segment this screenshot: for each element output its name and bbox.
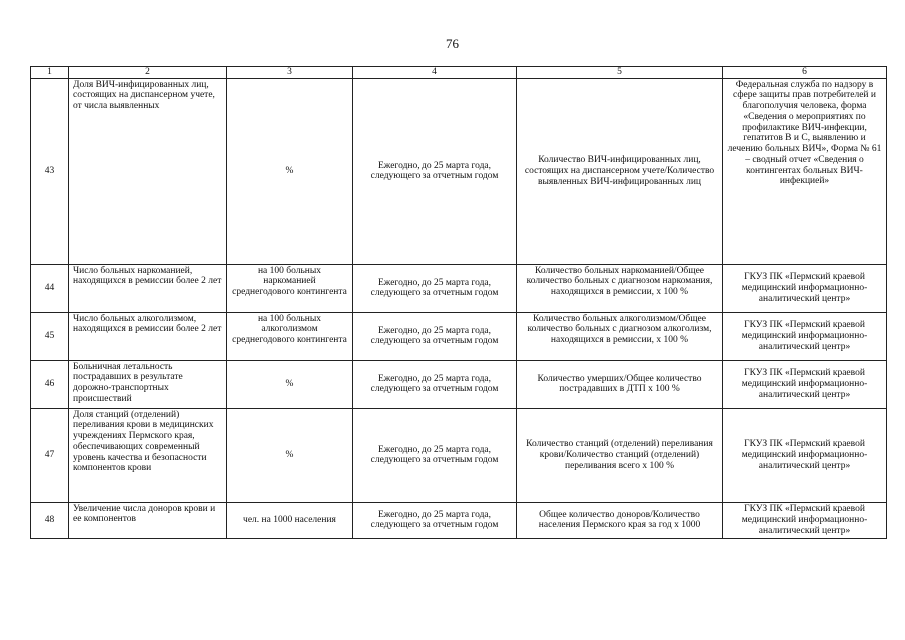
column-number: 3 <box>227 67 353 79</box>
table-row <box>31 360 887 408</box>
indicator-name: Доля станций (отделений) переливания крови в медицинских учреждениях Пермского края, обеспечивающих современный уровень качества и безопасности компонентов крови <box>69 408 227 502</box>
page-number: 76 <box>446 36 459 51</box>
table-row <box>31 408 887 502</box>
calculation-formula: Количество станций (отделений) переливания крови/Количество станций (отделений) переливания всего х 100 % <box>517 408 723 502</box>
reporting-period: Ежегодно, до 25 марта года, следующего за отчетным годом <box>353 78 517 264</box>
indicators-table <box>30 66 887 539</box>
indicator-name: Число больных наркоманией, находящихся в ремиссии более 2 лет <box>69 264 227 312</box>
indicator-name: Число больных алкоголизмом, находящихся в ремиссии более 2 лет <box>69 312 227 360</box>
row-number: 46 <box>31 360 69 408</box>
reporting-period: Ежегодно, до 25 марта года, следующего за отчетным годом <box>353 312 517 360</box>
row-number: 48 <box>31 502 69 538</box>
indicator-name: Больничная летальность пострадавших в результате дорожно-транспортных происшествий <box>69 360 227 408</box>
column-number: 4 <box>353 67 517 79</box>
calculation-formula: Количество больных наркоманией/Общее количество больных с диагнозом наркомания, находящихся в ремиссии, х 100 % <box>517 264 723 312</box>
calculation-formula: Количество больных алкоголизмом/Общее количество больных с диагнозом алкоголизм, находящихся в ремиссии, х 100 % <box>517 312 723 360</box>
unit-of-measure: % <box>227 78 353 264</box>
table-row <box>31 502 887 538</box>
row-number: 45 <box>31 312 69 360</box>
data-source: ГКУЗ ПК «Пермский краевой медицинский информационно-аналитический центр» <box>723 360 887 408</box>
table-row <box>31 264 887 312</box>
row-number: 44 <box>31 264 69 312</box>
calculation-formula: Количество ВИЧ-инфицированных лиц, состоящих на диспансерном учете/Количество выявленных ВИЧ-инфицированных лиц <box>517 78 723 264</box>
row-number: 43 <box>31 78 69 264</box>
unit-of-measure: на 100 больных алкоголизмом среднегодового контингента <box>227 312 353 360</box>
data-source: ГКУЗ ПК «Пермский краевой медицинский информационно-аналитический центр» <box>723 502 887 538</box>
reporting-period: Ежегодно, до 25 марта года, следующего за отчетным годом <box>353 502 517 538</box>
unit-of-measure: на 100 больных наркоманией среднегодового контингента <box>227 264 353 312</box>
calculation-formula: Количество умерших/Общее количество пострадавших в ДТП х 100 % <box>517 360 723 408</box>
unit-of-measure: чел. на 1000 населения <box>227 502 353 538</box>
data-source: ГКУЗ ПК «Пермский краевой медицинский информационно-аналитический центр» <box>723 264 887 312</box>
column-number-row <box>31 67 887 79</box>
data-source: ГКУЗ ПК «Пермский краевой медицинский информационно-аналитический центр» <box>723 408 887 502</box>
table-row <box>31 78 887 264</box>
column-number: 5 <box>517 67 723 79</box>
unit-of-measure: % <box>227 408 353 502</box>
row-number: 47 <box>31 408 69 502</box>
table-row <box>31 312 887 360</box>
indicator-name: Увеличение числа доноров крови и ее компонентов <box>69 502 227 538</box>
unit-of-measure: % <box>227 360 353 408</box>
column-number: 2 <box>69 67 227 79</box>
column-number: 1 <box>31 67 69 79</box>
data-source: Федеральная служба по надзору в сфере защиты прав потребителей и благополучия человека, форма «Сведения о мероприятиях по профилактике ВИЧ-инфекции, гепатитов В и С, выявлению и лечению больных ВИЧ», Форма № 61 – сводный отчет «Сведения о контингентах больных ВИЧ-инфекцией» <box>723 78 887 264</box>
reporting-period: Ежегодно, до 25 марта года, следующего за отчетным годом <box>353 408 517 502</box>
reporting-period: Ежегодно, до 25 марта года, следующего за отчетным годом <box>353 264 517 312</box>
reporting-period: Ежегодно, до 25 марта года, следующего за отчетным годом <box>353 360 517 408</box>
data-source: ГКУЗ ПК «Пермский краевой медицинский информационно-аналитический центр» <box>723 312 887 360</box>
indicator-name: Доля ВИЧ-инфицированных лиц, состоящих на диспансерном учете, от числа выявленных <box>69 78 227 264</box>
column-number: 6 <box>723 67 887 79</box>
calculation-formula: Общее количество доноров/Количество населения Пермского края за год х 1000 <box>517 502 723 538</box>
